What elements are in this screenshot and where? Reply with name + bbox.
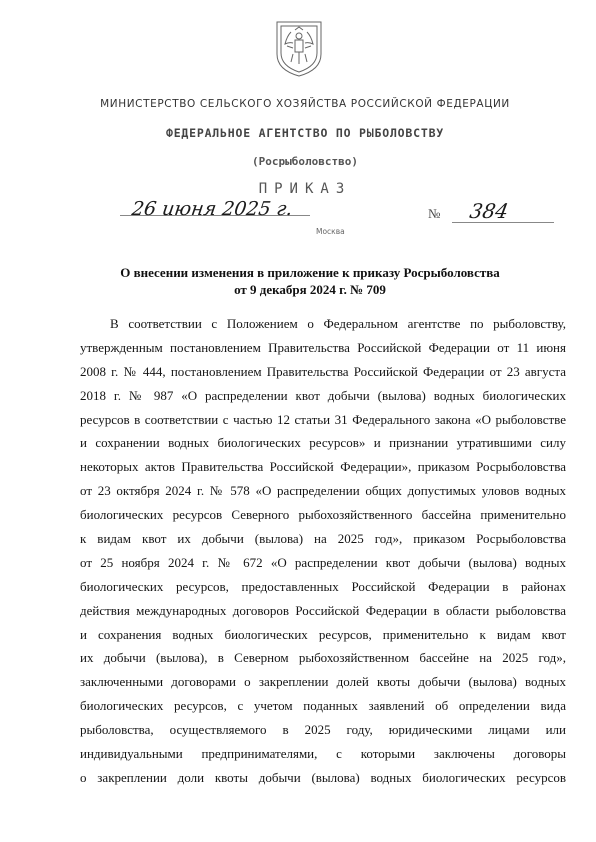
body-line: утвержденным постановлением Правительства Российской Федерации от 11 июня [80,339,566,355]
body-line: их добычи (вылова), в Северном рыбохозяйственном бассейне на 2025 год», [80,650,566,666]
body-line: от 23 октября 2024 г. № 578 «О распределении общих допустимых уловов водных [80,483,566,499]
body-line: действия международных договоров Российской Федерации в области рыболовства [80,602,566,618]
ministry-name: МИНИСТЕРСТВО СЕЛЬСКОГО ХОЗЯЙСТВА РОССИЙСКОЙ ФЕДЕРАЦИИ [100,98,510,110]
handwritten-order-number: 384 [467,199,511,223]
body-line: биологических ресурсов, с учетом поданных заявлений об определении вида [80,698,566,714]
document-type: ПРИКАЗ [258,181,352,197]
body-line: некоторых актов Правительства Российской Федерации», приказом Росрыболовства [80,459,566,475]
body-line: биологических ресурсов Северного рыбохозяйственного бассейна применительно [80,507,566,523]
body-line: к видам квот их добычи (вылова) на 2025 год», приказом Росрыболовства [80,531,566,547]
city-label: Москва [316,227,345,236]
body-line: от 25 ноября 2024 г. № 672 «О распределении квот добычи (вылова) водных [80,554,566,570]
body-line: В соответствии с Положением о Федеральном агентстве по рыболовству, [110,316,566,331]
body-line: заключенными договорами о закреплении долей квоты добычи (вылова) водных [80,674,566,690]
document-title [60,264,560,298]
body-paragraph [80,312,566,790]
body-line: 2018 г. № 987 «О распределении квот добычи (вылова) водных биологических [80,387,566,403]
title-line-2: от 9 декабря 2024 г. № 709 [234,282,386,297]
title-line-1: О внесении изменения в приложение к приказу Росрыболовства [120,265,500,280]
body-line: индивидуальными предпринимателями, с которыми заключены договоры [80,746,566,762]
body-line: рыболовства, осуществляемого в 2025 году, юридическими лицами или [80,722,566,738]
handwritten-date: 26 июня 2025 г. [130,198,294,220]
body-line: о закреплении доли квоты добычи (вылова) водных биологических ресурсов [80,769,566,785]
body-line: и сохранения водных биологических ресурсов, применительно к видам квот [80,626,566,642]
agency-short-name: (Росрыболовство) [252,155,358,168]
body-line: и сохранении водных биологических ресурсов» и признании утратившими силу [80,435,566,451]
agency-name: ФЕДЕРАЛЬНОЕ АГЕНТСТВО ПО РЫБОЛОВСТВУ [165,126,445,140]
body-line: ресурсов в соответствии с частью 12 статьи 31 Федерального закона «О рыболовстве [80,411,566,427]
body-line: 2008 г. № 444, постановлением Правительства Российской Федерации от 23 августа [80,363,566,379]
body-line: биологических ресурсов, предоставленных Российской Федерации в районах [80,578,566,594]
coat-of-arms-icon [273,16,325,78]
number-sign: № [428,206,441,221]
